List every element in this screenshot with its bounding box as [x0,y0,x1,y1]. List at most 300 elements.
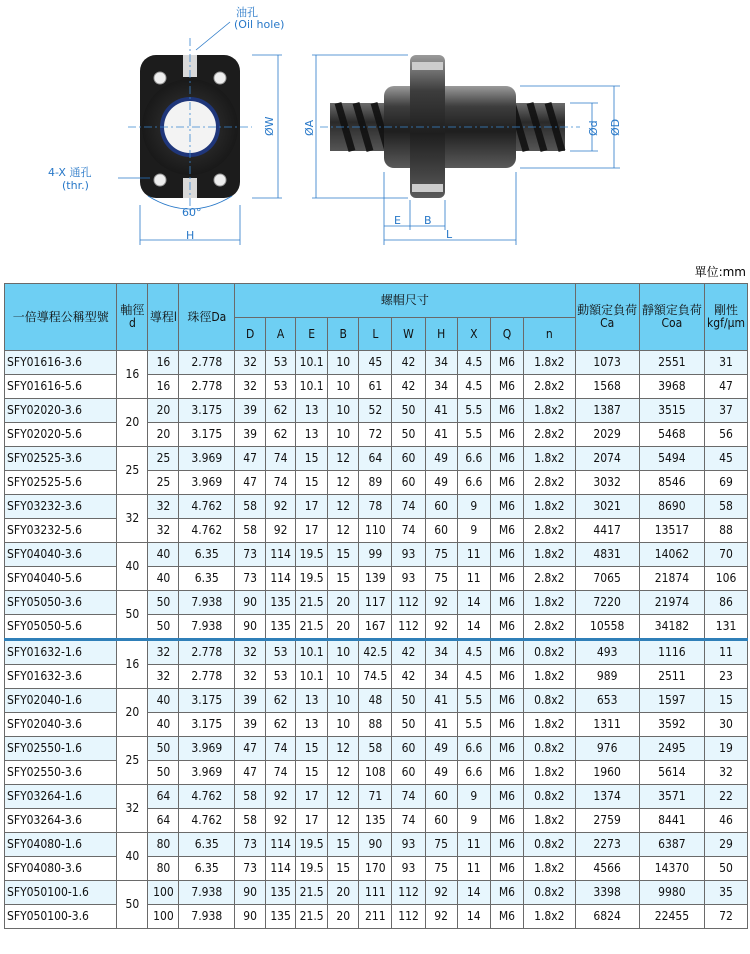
table-row [5,665,748,689]
value-cell: 80 [148,833,179,857]
value-cell: 8690 [639,495,704,519]
value-cell: 47 [235,447,266,471]
value-cell: 7.938 [179,615,235,640]
value-cell: 16 [148,351,179,375]
model-cell: SFY04080-1.6 [5,833,117,857]
value-cell: 0.8x2 [524,640,575,665]
value-cell: 4.762 [179,785,235,809]
value-cell: 1.8x2 [524,761,575,785]
value-cell: 15 [296,761,328,785]
value-cell: 135 [266,615,296,640]
value-cell: 49 [425,761,457,785]
value-cell: 73 [235,567,266,591]
value-cell: M6 [490,640,523,665]
value-cell: 112 [392,881,425,905]
value-cell: 72 [359,423,392,447]
value-cell: 74 [392,809,425,833]
table-row [5,567,748,591]
value-cell: 30 [705,713,748,737]
value-cell: 39 [235,423,266,447]
value-cell: 74 [266,737,296,761]
value-cell: 20 [328,905,359,929]
holes-sub-label: (thr.) [62,179,89,192]
value-cell: 4.762 [179,809,235,833]
value-cell: 90 [359,833,392,857]
value-cell: 2029 [575,423,639,447]
shaft-diameter-cell: 32 [117,495,148,543]
value-cell: 17 [296,809,328,833]
value-cell: 74 [266,471,296,495]
header-stiffness: 剛性kgf/μm [705,284,748,351]
value-cell: 58 [359,737,392,761]
value-cell: 14 [457,615,490,640]
value-cell: 60 [392,761,425,785]
value-cell: 9980 [639,881,704,905]
value-cell: M6 [490,689,523,713]
angle-label: 60° [182,206,202,219]
model-cell: SFY04040-5.6 [5,567,117,591]
value-cell: 6.6 [457,761,490,785]
value-cell: 32 [235,640,266,665]
value-cell: 92 [425,881,457,905]
dim-d-small-label: Ød [587,120,600,136]
value-cell: 6.35 [179,857,235,881]
value-cell: 37 [705,399,748,423]
value-cell: 13 [296,689,328,713]
value-cell: 12 [328,519,359,543]
value-cell: 35 [705,881,748,905]
value-cell: 1960 [575,761,639,785]
value-cell: 7220 [575,591,639,615]
value-cell: 78 [359,495,392,519]
value-cell: M6 [490,399,523,423]
value-cell: 3.969 [179,761,235,785]
value-cell: 71 [359,785,392,809]
shaft-diameter-cell: 16 [117,351,148,399]
value-cell: 62 [266,713,296,737]
value-cell: 1.8x2 [524,857,575,881]
value-cell: 6.35 [179,567,235,591]
value-cell: 92 [266,519,296,543]
header-static-load: 靜額定負荷Coa [639,284,704,351]
value-cell: 88 [705,519,748,543]
value-cell: 112 [392,615,425,640]
dim-a-label: ØA [303,119,316,136]
value-cell: 10 [328,423,359,447]
model-cell: SFY01632-3.6 [5,665,117,689]
value-cell: 10 [328,399,359,423]
value-cell: 114 [266,567,296,591]
value-cell: 73 [235,833,266,857]
shaft-diameter-cell: 25 [117,737,148,785]
value-cell: 5468 [639,423,704,447]
value-cell: 11 [457,857,490,881]
value-cell: 108 [359,761,392,785]
header-a: A [266,318,296,351]
value-cell: 86 [705,591,748,615]
value-cell: 47 [705,375,748,399]
value-cell: 73 [235,857,266,881]
value-cell: 1.8x2 [524,713,575,737]
value-cell: 50 [148,615,179,640]
value-cell: 92 [266,495,296,519]
value-cell: 135 [266,905,296,929]
value-cell: M6 [490,785,523,809]
value-cell: 11 [457,833,490,857]
value-cell: 39 [235,399,266,423]
value-cell: 41 [425,689,457,713]
value-cell: 21.5 [296,905,328,929]
value-cell: 12 [328,737,359,761]
value-cell: 40 [148,543,179,567]
value-cell: 10 [328,689,359,713]
value-cell: 139 [359,567,392,591]
header-h: H [425,318,457,351]
value-cell: 6387 [639,833,704,857]
value-cell: 93 [392,567,425,591]
value-cell: 2.8x2 [524,471,575,495]
value-cell: 25 [148,447,179,471]
value-cell: M6 [490,471,523,495]
value-cell: 6824 [575,905,639,929]
value-cell: 1.8x2 [524,809,575,833]
value-cell: 6.6 [457,447,490,471]
table-row [5,447,748,471]
value-cell: 10.1 [296,665,328,689]
value-cell: 15 [296,447,328,471]
value-cell: 50 [392,713,425,737]
table-row [5,399,748,423]
value-cell: 41 [425,399,457,423]
table-row [5,713,748,737]
value-cell: 40 [148,689,179,713]
value-cell: 9 [457,519,490,543]
value-cell: 3398 [575,881,639,905]
value-cell: 2.778 [179,640,235,665]
side-view [320,55,580,198]
value-cell: 32 [148,640,179,665]
dim-b-label: B [424,214,432,227]
value-cell: 47 [235,471,266,495]
value-cell: 1116 [639,640,704,665]
model-cell: SFY050100-3.6 [5,905,117,929]
value-cell: M6 [490,615,523,640]
value-cell: 17 [296,785,328,809]
table-row [5,905,748,929]
value-cell: 6.35 [179,543,235,567]
value-cell: 47 [235,761,266,785]
model-cell: SFY02525-5.6 [5,471,117,495]
value-cell: 88 [359,713,392,737]
dim-e-label: E [394,214,401,227]
value-cell: 10 [328,665,359,689]
value-cell: M6 [490,567,523,591]
value-cell: 64 [148,785,179,809]
value-cell: 50 [148,761,179,785]
value-cell: 3.969 [179,447,235,471]
value-cell: 15 [328,543,359,567]
value-cell: 106 [705,567,748,591]
value-cell: 53 [266,351,296,375]
value-cell: 48 [359,689,392,713]
header-q: Q [490,318,523,351]
value-cell: 29 [705,833,748,857]
value-cell: 89 [359,471,392,495]
dim-l-label: L [446,228,453,241]
value-cell: 60 [425,519,457,543]
value-cell: 4.5 [457,351,490,375]
value-cell: 60 [392,471,425,495]
table-row [5,351,748,375]
value-cell: 47 [235,737,266,761]
shaft-diameter-cell: 20 [117,399,148,447]
value-cell: 4566 [575,857,639,881]
value-cell: 1.8x2 [524,905,575,929]
value-cell: 70 [705,543,748,567]
value-cell: 52 [359,399,392,423]
value-cell: 42 [392,375,425,399]
value-cell: 74.5 [359,665,392,689]
shaft-diameter-cell: 16 [117,640,148,689]
table-row [5,615,748,640]
value-cell: 62 [266,399,296,423]
value-cell: 23 [705,665,748,689]
value-cell: 3021 [575,495,639,519]
value-cell: 75 [425,567,457,591]
value-cell: 3032 [575,471,639,495]
table-row [5,761,748,785]
value-cell: 16 [148,375,179,399]
value-cell: 49 [425,471,457,495]
value-cell: 14370 [639,857,704,881]
value-cell: 58 [235,785,266,809]
value-cell: 58 [705,495,748,519]
value-cell: 167 [359,615,392,640]
value-cell: 1.8x2 [524,495,575,519]
value-cell: 4417 [575,519,639,543]
value-cell: 15 [328,567,359,591]
shaft-diameter-cell: 40 [117,833,148,881]
table-row [5,737,748,761]
value-cell: 3515 [639,399,704,423]
table-row [5,640,748,665]
value-cell: 0.8x2 [524,689,575,713]
value-cell: 34 [425,375,457,399]
shaft-diameter-cell: 50 [117,881,148,929]
value-cell: 10 [328,351,359,375]
value-cell: 12 [328,447,359,471]
model-cell: SFY04040-3.6 [5,543,117,567]
header-ball-diameter: 珠徑Da [179,284,235,351]
value-cell: 64 [359,447,392,471]
value-cell: 0.8x2 [524,881,575,905]
value-cell: 3571 [639,785,704,809]
ball-nut-drawing [0,0,750,262]
value-cell: 41 [425,423,457,447]
value-cell: 40 [148,567,179,591]
table-row [5,495,748,519]
value-cell: 5614 [639,761,704,785]
value-cell: 3968 [639,375,704,399]
value-cell: 80 [148,857,179,881]
value-cell: 1597 [639,689,704,713]
value-cell: 6.35 [179,833,235,857]
value-cell: M6 [490,881,523,905]
value-cell: M6 [490,519,523,543]
value-cell: 93 [392,543,425,567]
value-cell: 6.6 [457,471,490,495]
header-model: 一倍導程公稱型號 [5,284,117,351]
value-cell: 45 [359,351,392,375]
value-cell: 50 [148,591,179,615]
value-cell: M6 [490,423,523,447]
value-cell: 73 [235,543,266,567]
table-row [5,689,748,713]
value-cell: 9 [457,495,490,519]
value-cell: 5.5 [457,423,490,447]
value-cell: 19.5 [296,543,328,567]
table-row [5,375,748,399]
holes-label: 4-X 通孔 [48,166,92,179]
value-cell: 3592 [639,713,704,737]
value-cell: 14062 [639,543,704,567]
model-cell: SFY01616-3.6 [5,351,117,375]
value-cell: 74 [266,447,296,471]
value-cell: 3.175 [179,423,235,447]
value-cell: 34 [425,640,457,665]
value-cell: 64 [148,809,179,833]
table-row [5,833,748,857]
value-cell: 50 [392,423,425,447]
model-cell: SFY050100-1.6 [5,881,117,905]
table-row [5,591,748,615]
shaft-diameter-cell: 25 [117,447,148,495]
model-cell: SFY05050-5.6 [5,615,117,640]
value-cell: 42 [392,640,425,665]
value-cell: 75 [425,543,457,567]
value-cell: 60 [392,447,425,471]
value-cell: M6 [490,713,523,737]
value-cell: 34 [425,351,457,375]
value-cell: 4.762 [179,519,235,543]
value-cell: 2551 [639,351,704,375]
value-cell: 22 [705,785,748,809]
value-cell: 49 [425,447,457,471]
value-cell: 21.5 [296,591,328,615]
value-cell: 4.5 [457,640,490,665]
model-cell: SFY02040-1.6 [5,689,117,713]
value-cell: 42 [392,665,425,689]
value-cell: 12 [328,471,359,495]
value-cell: 49 [425,737,457,761]
value-cell: 10 [328,375,359,399]
value-cell: 58 [235,519,266,543]
value-cell: M6 [490,857,523,881]
value-cell: 5.5 [457,713,490,737]
value-cell: 12 [328,761,359,785]
value-cell: 60 [392,737,425,761]
dim-d-large-label: ØD [609,118,622,136]
value-cell: 39 [235,713,266,737]
model-cell: SFY02525-3.6 [5,447,117,471]
value-cell: 2074 [575,447,639,471]
model-cell: SFY02020-3.6 [5,399,117,423]
value-cell: 3.175 [179,713,235,737]
value-cell: 211 [359,905,392,929]
value-cell: 75 [425,857,457,881]
value-cell: 20 [148,423,179,447]
value-cell: 1.8x2 [524,351,575,375]
value-cell: 21874 [639,567,704,591]
value-cell: 21.5 [296,881,328,905]
value-cell: 6.6 [457,737,490,761]
value-cell: 56 [705,423,748,447]
value-cell: 112 [392,905,425,929]
value-cell: M6 [490,495,523,519]
value-cell: 20 [328,591,359,615]
value-cell: M6 [490,905,523,929]
spec-table [4,283,748,929]
value-cell: 117 [359,591,392,615]
value-cell: 14 [457,881,490,905]
value-cell: 60 [425,809,457,833]
value-cell: 14 [457,905,490,929]
value-cell: 3.175 [179,689,235,713]
value-cell: 10558 [575,615,639,640]
header-lead: 導程l [148,284,179,351]
value-cell: 99 [359,543,392,567]
value-cell: 19.5 [296,567,328,591]
value-cell: 493 [575,640,639,665]
header-nut-dimensions: 螺帽尺寸 [235,284,575,318]
value-cell: 3.969 [179,471,235,495]
shaft-diameter-cell: 20 [117,689,148,737]
value-cell: 74 [392,495,425,519]
value-cell: 93 [392,833,425,857]
table-row [5,423,748,447]
value-cell: 45 [705,447,748,471]
value-cell: 93 [392,857,425,881]
value-cell: 7065 [575,567,639,591]
value-cell: M6 [490,761,523,785]
value-cell: 62 [266,423,296,447]
value-cell: 92 [266,785,296,809]
value-cell: 22455 [639,905,704,929]
value-cell: 1.8x2 [524,399,575,423]
table-row [5,857,748,881]
value-cell: 112 [392,591,425,615]
value-cell: 13 [296,399,328,423]
value-cell: 976 [575,737,639,761]
value-cell: 100 [148,881,179,905]
header-d: D [235,318,266,351]
value-cell: 114 [266,857,296,881]
value-cell: 170 [359,857,392,881]
value-cell: M6 [490,543,523,567]
value-cell: 110 [359,519,392,543]
value-cell: 41 [425,713,457,737]
value-cell: 4.5 [457,375,490,399]
value-cell: 2511 [639,665,704,689]
value-cell: 32 [148,519,179,543]
value-cell: 114 [266,543,296,567]
value-cell: 20 [148,399,179,423]
value-cell: 90 [235,591,266,615]
value-cell: 32 [148,665,179,689]
value-cell: 1.8x2 [524,447,575,471]
dim-w-label: ØW [263,116,276,136]
value-cell: 53 [266,640,296,665]
